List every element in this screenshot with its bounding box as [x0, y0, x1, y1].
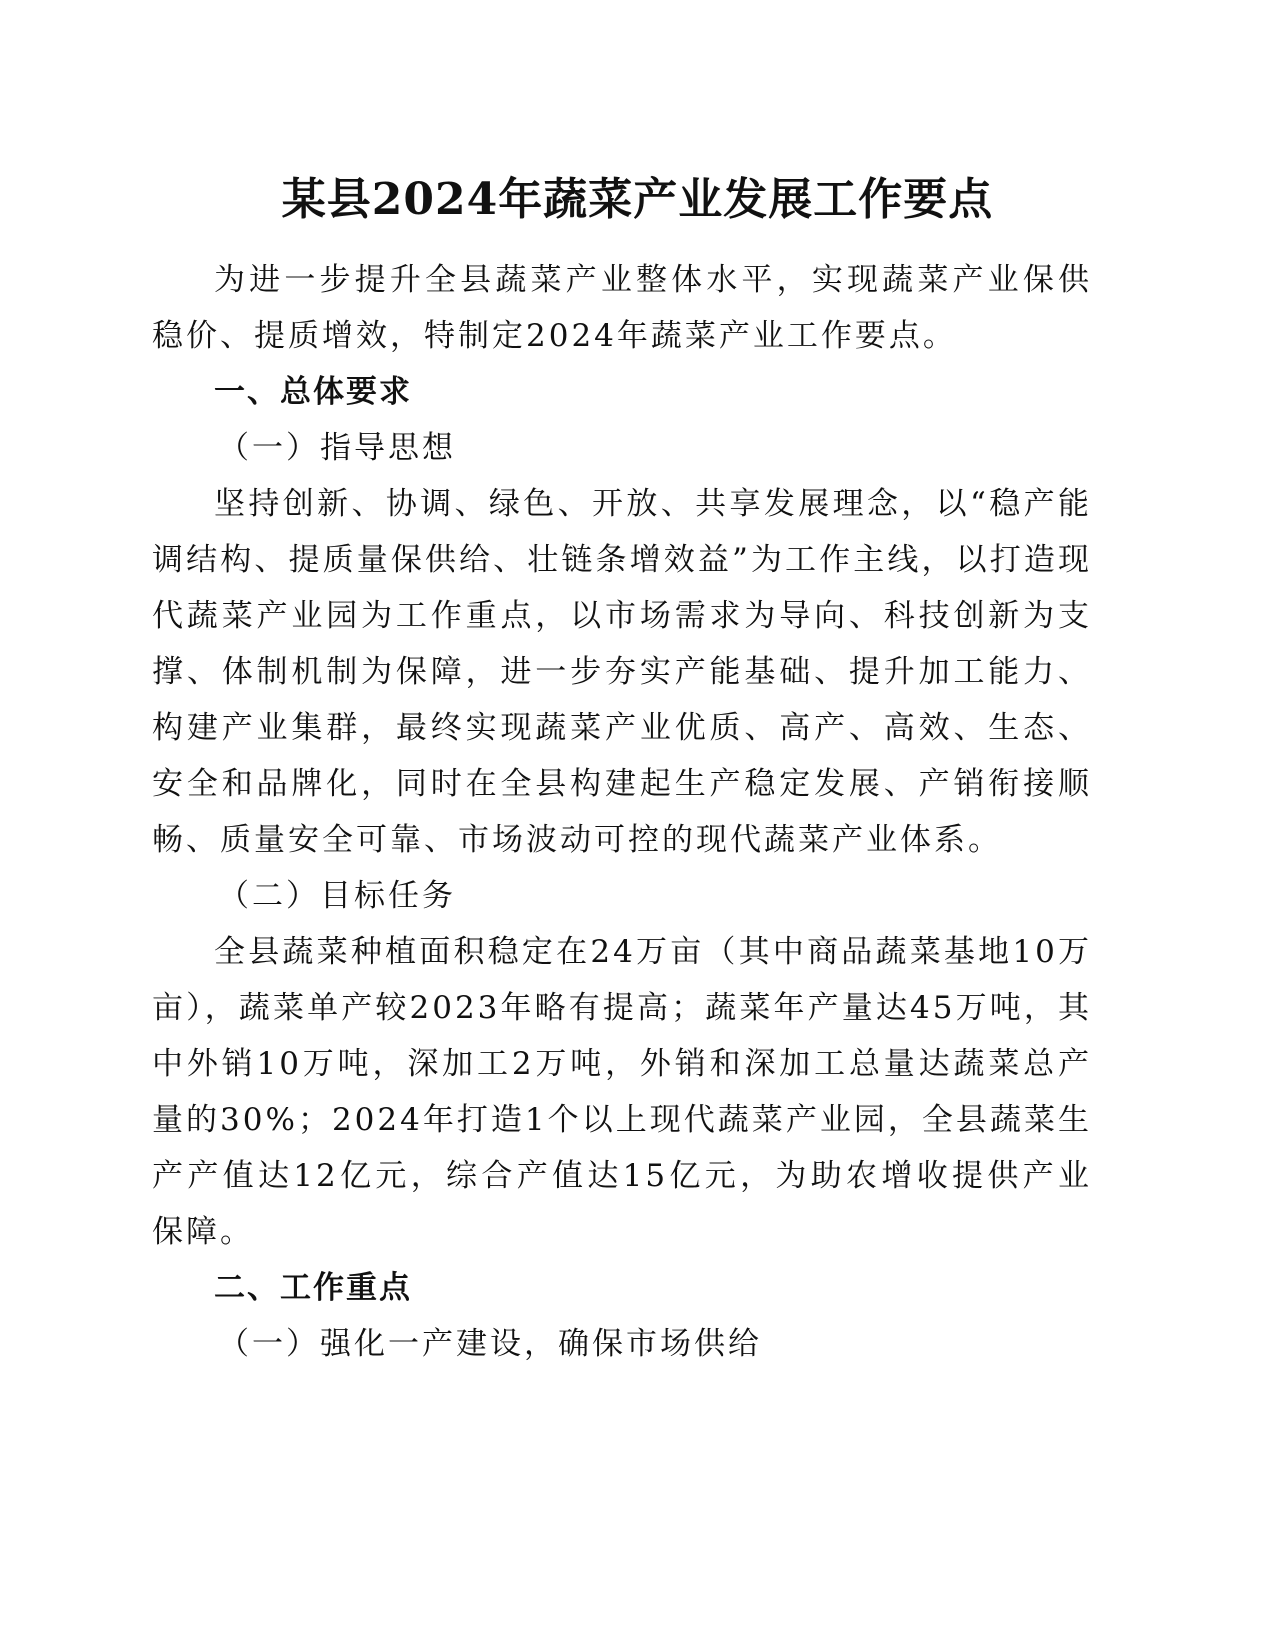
section-2-sub-1-heading: （一）强化一产建设，确保市场供给 — [218, 1326, 762, 1362]
intro-paragraph: 为进一步提升全县蔬菜产业整体水平，实现蔬菜产业保供稳价、提质增效，特制定2024年蔬菜产业工作要点。 — [152, 262, 1092, 354]
section-2-heading: 二、工作重点 — [214, 1270, 412, 1306]
document-body — [152, 252, 1092, 1372]
guiding-ideology-paragraph: 坚持创新、协调、绿色、开放、共享发展理念，以“稳产能调结构、提质量保供给、壮链条增效益”为工作主线，以打造现代蔬菜产业园为工作重点，以市场需求为导向、科技创新为支撑、体制机制为保障，进一步夯实产能基础、提升加工能力、构建产业集群，最终实现蔬菜产业优质、高产、高效、生态、安全和品牌化，同时在全县构建起生产稳定发展、产销衔接顺畅、质量安全可靠、市场波动可控的现代蔬菜产业体系。 — [152, 486, 1092, 858]
section-1-heading: 一、总体要求 — [214, 374, 412, 410]
document-title: 某县2024年蔬菜产业发展工作要点 — [281, 174, 994, 225]
section-1-sub-2-heading: （二）目标任务 — [218, 878, 456, 914]
section-1-sub-1-heading: （一）指导思想 — [218, 430, 456, 466]
target-tasks-paragraph: 全县蔬菜种植面积稳定在24万亩（其中商品蔬菜基地10万亩），蔬菜单产较2023年略有提高；蔬菜年产量达45万吨，其中外销10万吨，深加工2万吨，外销和深加工总量达蔬菜总产量的30%；2024年打造1个以上现代蔬菜产业园，全县蔬菜生产产值达12亿元，综合产值达15亿元，为助农增收提供产业保障。 — [152, 934, 1092, 1250]
